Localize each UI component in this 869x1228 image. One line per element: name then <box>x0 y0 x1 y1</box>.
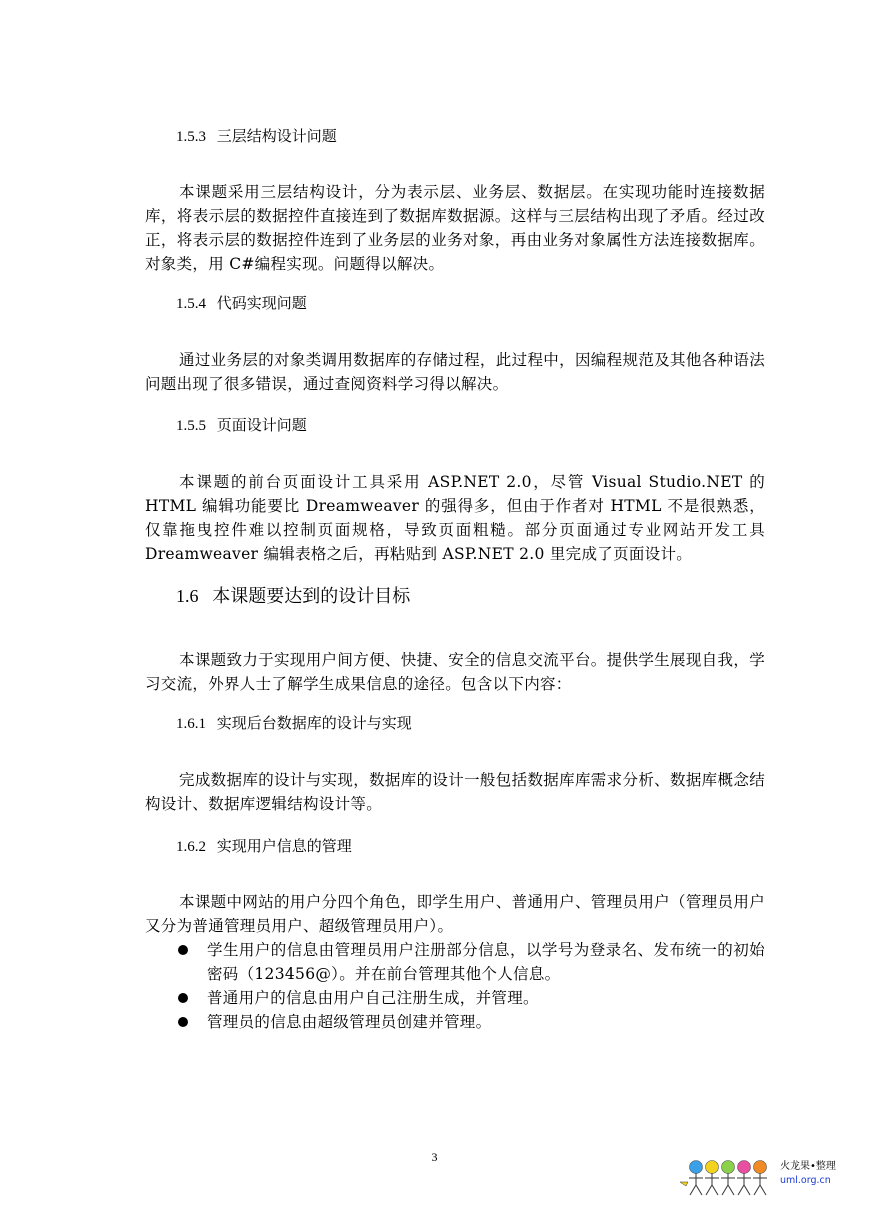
logo-head <box>722 1161 735 1174</box>
heading-title: 实现用户信息的管理 <box>216 837 352 855</box>
logo-body <box>737 1173 751 1195</box>
heading-1-5-5 <box>176 415 307 436</box>
list-item <box>145 1010 765 1034</box>
paragraph-1-5-5: 本课题的前台页面设计工具采用 ASP.NET 2.0，尽管 Visual Studio.NET 的 HTML 编辑功能要比 Dreamweaver 的强得多，但由于作者对 HTML 不是很熟悉，仅靠拖曳控件难以控制页面规格，导致页面粗糙。部分页面通过专业网站开发工具 Dreamweaver 编辑表格之后，再粘贴到 ASP.NET 2.0 里完成了页面设计。 <box>145 473 765 563</box>
heading-number: 1.5.5 <box>176 418 206 434</box>
logo-body <box>721 1173 735 1195</box>
paragraph-1-6-1: 完成数据库的设计与实现，数据库的设计一般包括数据库库需求分析、数据库概念结构设计、数据库逻辑结构设计等。 <box>145 771 765 813</box>
heading-number: 1.5.3 <box>176 129 206 145</box>
bullet-dot-icon <box>178 993 188 1003</box>
paragraph-1-5-4: 通过业务层的对象类调用数据库的存储过程，此过程中，因编程规范及其他各种语法问题出现了很多错误，通过查阅资料学习得以解决。 <box>145 351 765 393</box>
list-item-text: 普通用户的信息由用户自己注册生成，并管理。 <box>207 989 539 1007</box>
logo-body <box>753 1173 767 1195</box>
logo-body <box>689 1173 703 1195</box>
logo-body <box>705 1173 719 1195</box>
logo-head <box>754 1161 767 1174</box>
heading-1-6-1 <box>176 713 412 734</box>
logo-flag <box>680 1182 688 1186</box>
heading-1-6-2 <box>176 836 352 857</box>
page-number: 3 <box>431 1150 438 1164</box>
heading-number: 1.6.2 <box>176 839 206 855</box>
list-item <box>145 986 765 1010</box>
watermark-text <box>780 1160 836 1188</box>
heading-number: 1.6 <box>176 586 199 606</box>
logo-people-icon <box>680 1161 767 1196</box>
logo-url: uml.org.cn <box>780 1175 831 1186</box>
list-item <box>145 938 765 986</box>
logo-head <box>706 1161 719 1174</box>
heading-1-5-4 <box>176 293 307 314</box>
heading-1-6 <box>176 584 410 609</box>
paragraph-1-5-3: 本课题采用三层结构设计，分为表示层、业务层、数据层。在实现功能时连接数据库，将表示层的数据控件直接连到了数据库数据源。这样与三层结构出现了矛盾。经过改正，将表示层的数据控件连到了业务层的业务对象，再由业务对象属性方法连接数据库。对象类，用 C#编程实现。问题得以解决。 <box>145 183 765 273</box>
heading-title: 代码实现问题 <box>216 294 307 312</box>
bullet-dot-icon <box>178 945 188 955</box>
paragraph-1-6: 本课题致力于实现用户间方便、快捷、安全的信息交流平台。提供学生展现自我，学习交流，外界人士了解学生成果信息的途径。包含以下内容： <box>145 651 765 693</box>
heading-number: 1.6.1 <box>176 716 206 732</box>
logo-head <box>738 1161 751 1174</box>
bullet-dot-icon <box>178 1017 188 1027</box>
bullet-list <box>145 938 765 1034</box>
logo-title: 火龙果•整理 <box>780 1161 836 1172</box>
heading-title: 页面设计问题 <box>216 416 307 434</box>
heading-title: 实现后台数据库的设计与实现 <box>216 714 412 732</box>
heading-1-5-3 <box>176 126 337 147</box>
paragraph-1-6-2: 本课题中网站的用户分四个角色，即学生用户、普通用户、管理员用户（管理员用户又分为普通管理员用户、超级管理员用户）。 <box>145 893 765 935</box>
heading-number: 1.5.4 <box>176 296 206 312</box>
heading-title: 三层结构设计问题 <box>216 127 337 145</box>
list-item-text: 管理员的信息由超级管理员创建并管理。 <box>207 1013 492 1031</box>
list-item-text: 学生用户的信息由管理员用户注册部分信息，以学号为登录名、发布统一的初始密码（123456@）。并在前台管理其他个人信息。 <box>207 941 765 983</box>
heading-title: 本课题要达到的设计目标 <box>212 586 411 607</box>
logo-head <box>690 1161 703 1174</box>
